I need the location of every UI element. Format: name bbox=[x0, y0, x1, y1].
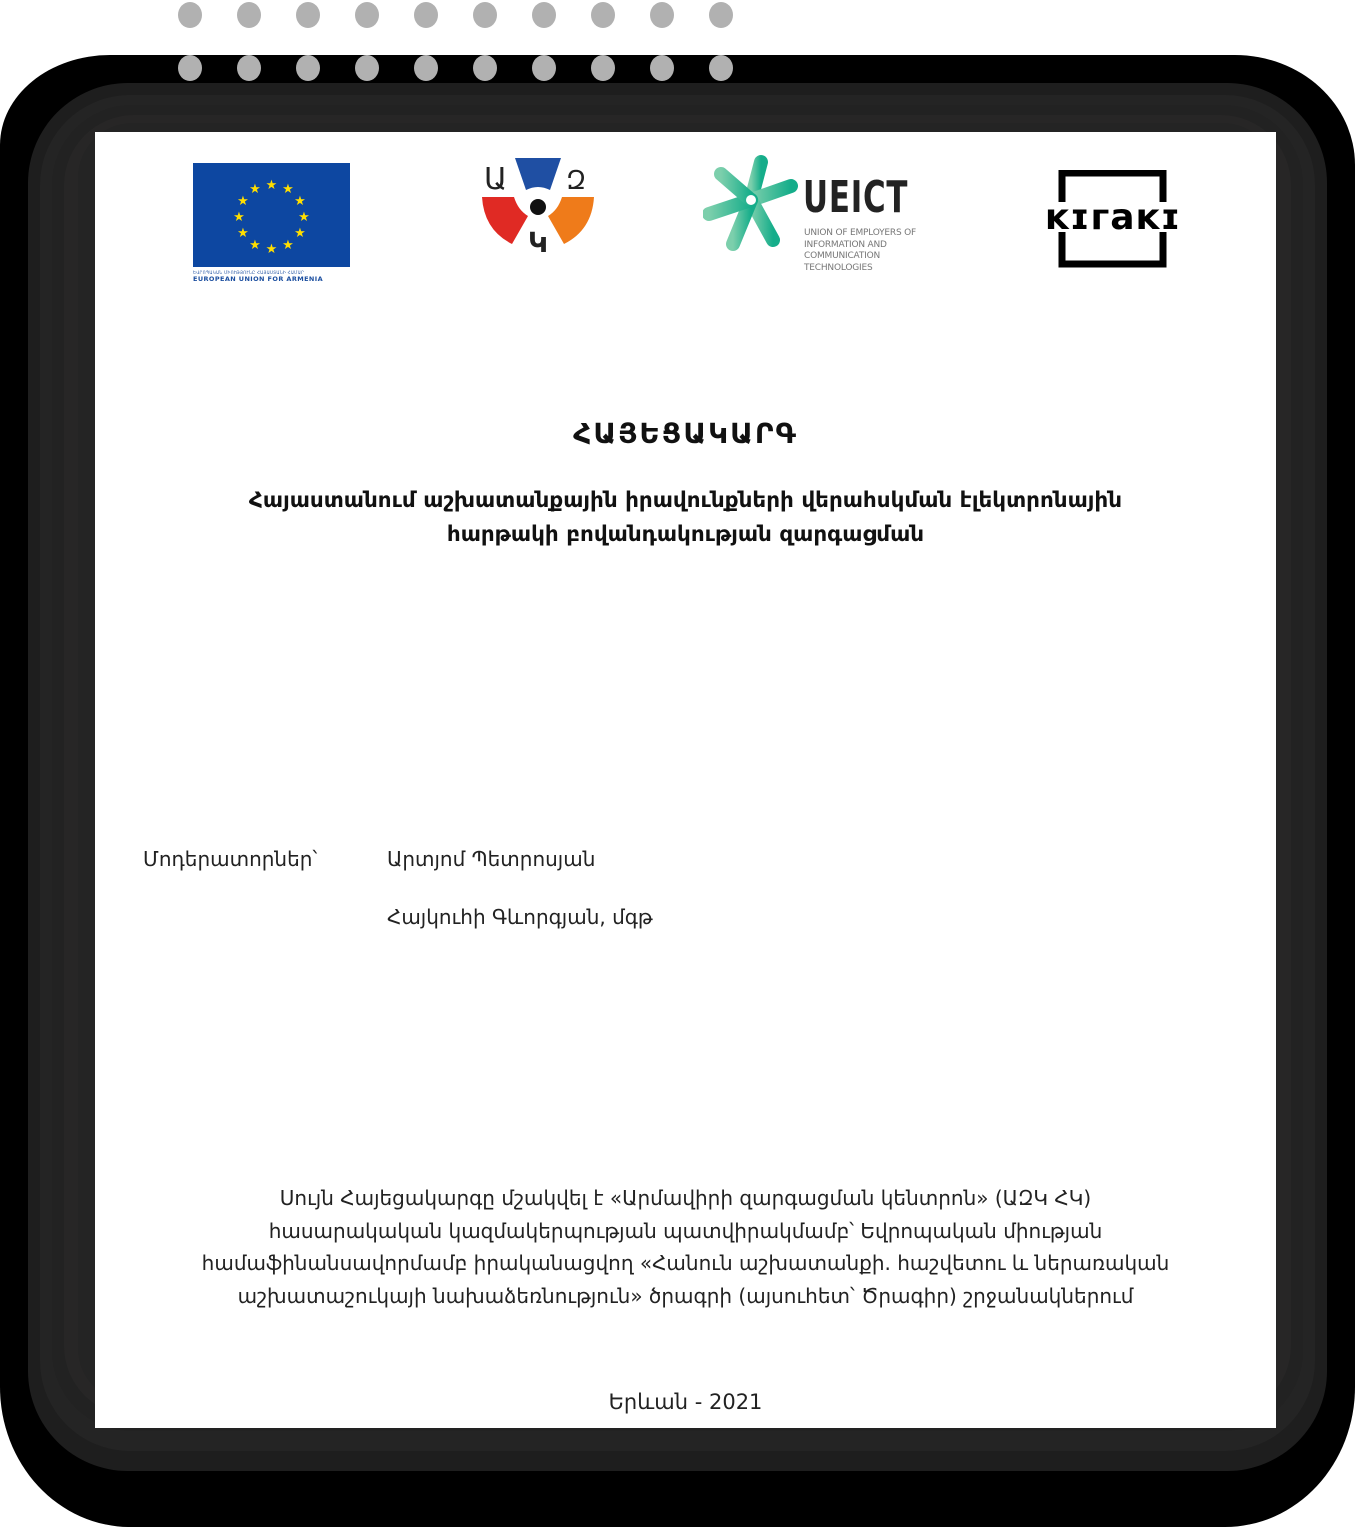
place-and-year: Երևան - 2021 bbox=[608, 1390, 763, 1414]
dot bbox=[178, 55, 202, 81]
funding-note bbox=[135, 1182, 1236, 1312]
svg-text:★: ★ bbox=[282, 238, 294, 253]
note-line: հասարակական կազմակերպության պատվիրակմամբ՝ Եվրոպական միության bbox=[268, 1218, 1103, 1243]
svg-text:★: ★ bbox=[265, 178, 278, 193]
svg-text:★: ★ bbox=[249, 182, 261, 197]
ueict-asterisk-icon bbox=[703, 152, 798, 252]
document-page bbox=[95, 132, 1276, 1428]
kiraki-wordmark-icon bbox=[1045, 170, 1181, 270]
dot bbox=[532, 2, 556, 28]
dot bbox=[237, 55, 261, 81]
ueict-description: UNION OF EMPLOYERS OF INFORMATION AND COMMUNICATION TECHNOLOGIES bbox=[804, 228, 917, 273]
note-line: աշխատաշուկայի նախաձեռնություն» ծրագրի (այսուհետ՝ Ծրագիր) շրջանակներում bbox=[237, 1283, 1134, 1308]
dot bbox=[532, 55, 556, 81]
moderator-name: Հայկուհի Գևորգյան, մգթ bbox=[387, 905, 653, 929]
dot bbox=[296, 55, 320, 81]
decorative-dots bbox=[178, 2, 738, 108]
dot bbox=[355, 2, 379, 28]
eu-logo bbox=[193, 163, 350, 290]
svg-text:★: ★ bbox=[294, 226, 306, 241]
dot bbox=[414, 55, 438, 81]
svg-text:★: ★ bbox=[249, 238, 261, 253]
note-line: Սույն Հայեցակարգը մշակվել է «Արմավիրի զարգացման կենտրոն» (ԱԶԿ ՀԿ) bbox=[279, 1186, 1092, 1210]
dot bbox=[591, 55, 615, 81]
subtitle-line: Հայաստանում աշխատանքային իրավունքների վերահսկման էլեկտրոնային bbox=[248, 488, 1123, 513]
dot-row bbox=[178, 55, 738, 81]
dot bbox=[709, 2, 733, 28]
document-subtitle bbox=[155, 484, 1216, 552]
kiraki-logo bbox=[1045, 170, 1181, 270]
subtitle-line: հարթակի բովանդակության զարգացման bbox=[446, 522, 925, 547]
svg-text:★: ★ bbox=[265, 242, 278, 257]
svg-text:ĸɪгaĸɪ: ĸɪгaĸɪ bbox=[1045, 197, 1181, 238]
dot bbox=[237, 2, 261, 28]
svg-text:★: ★ bbox=[294, 194, 306, 209]
dot bbox=[473, 55, 497, 81]
dot bbox=[650, 2, 674, 28]
svg-text:★: ★ bbox=[282, 182, 294, 197]
logo-bar bbox=[95, 152, 1276, 312]
adc-letter-k: Կ bbox=[528, 226, 548, 259]
dot bbox=[591, 2, 615, 28]
adc-letter-a: Ա bbox=[484, 162, 507, 197]
ueict-acronym: UEICT bbox=[803, 172, 909, 223]
dot bbox=[709, 55, 733, 81]
dot bbox=[178, 2, 202, 28]
note-line: համաֆինանսավորմամբ իրականացվող «Հանուն աշխատանքի. հաշվետու և ներառական bbox=[201, 1251, 1170, 1275]
document-title: ՀԱՅԵՑԱԿԱՐԳ bbox=[573, 417, 798, 450]
dot bbox=[414, 2, 438, 28]
eu-caption-armenian: ԵՎՐՈՊԱԿԱՆ ՄԻՈՒԹՅՈՒՆԸ ՀԱՅԱՍՏԱՆԻ ՀԱՄԱՐ bbox=[193, 270, 305, 275]
moderators-label: Մոդերատորներ՝ bbox=[143, 847, 318, 871]
adc-letter-z: Զ bbox=[566, 166, 587, 196]
eu-flag bbox=[193, 163, 350, 267]
eu-caption-english: EUROPEAN UNION FOR ARMENIA bbox=[193, 275, 324, 283]
ueict-logo bbox=[703, 152, 933, 282]
svg-text:★: ★ bbox=[298, 210, 310, 225]
adc-logo bbox=[478, 152, 598, 262]
eu-stars-icon bbox=[193, 163, 350, 267]
dot bbox=[296, 2, 320, 28]
svg-text:★: ★ bbox=[233, 210, 245, 225]
svg-text:★: ★ bbox=[237, 194, 249, 209]
moderator-name: Արտյոմ Պետրոսյան bbox=[387, 847, 596, 871]
dot bbox=[355, 55, 379, 81]
svg-text:★: ★ bbox=[237, 226, 249, 241]
dot bbox=[473, 2, 497, 28]
dot bbox=[650, 55, 674, 81]
dot-row bbox=[178, 2, 738, 28]
